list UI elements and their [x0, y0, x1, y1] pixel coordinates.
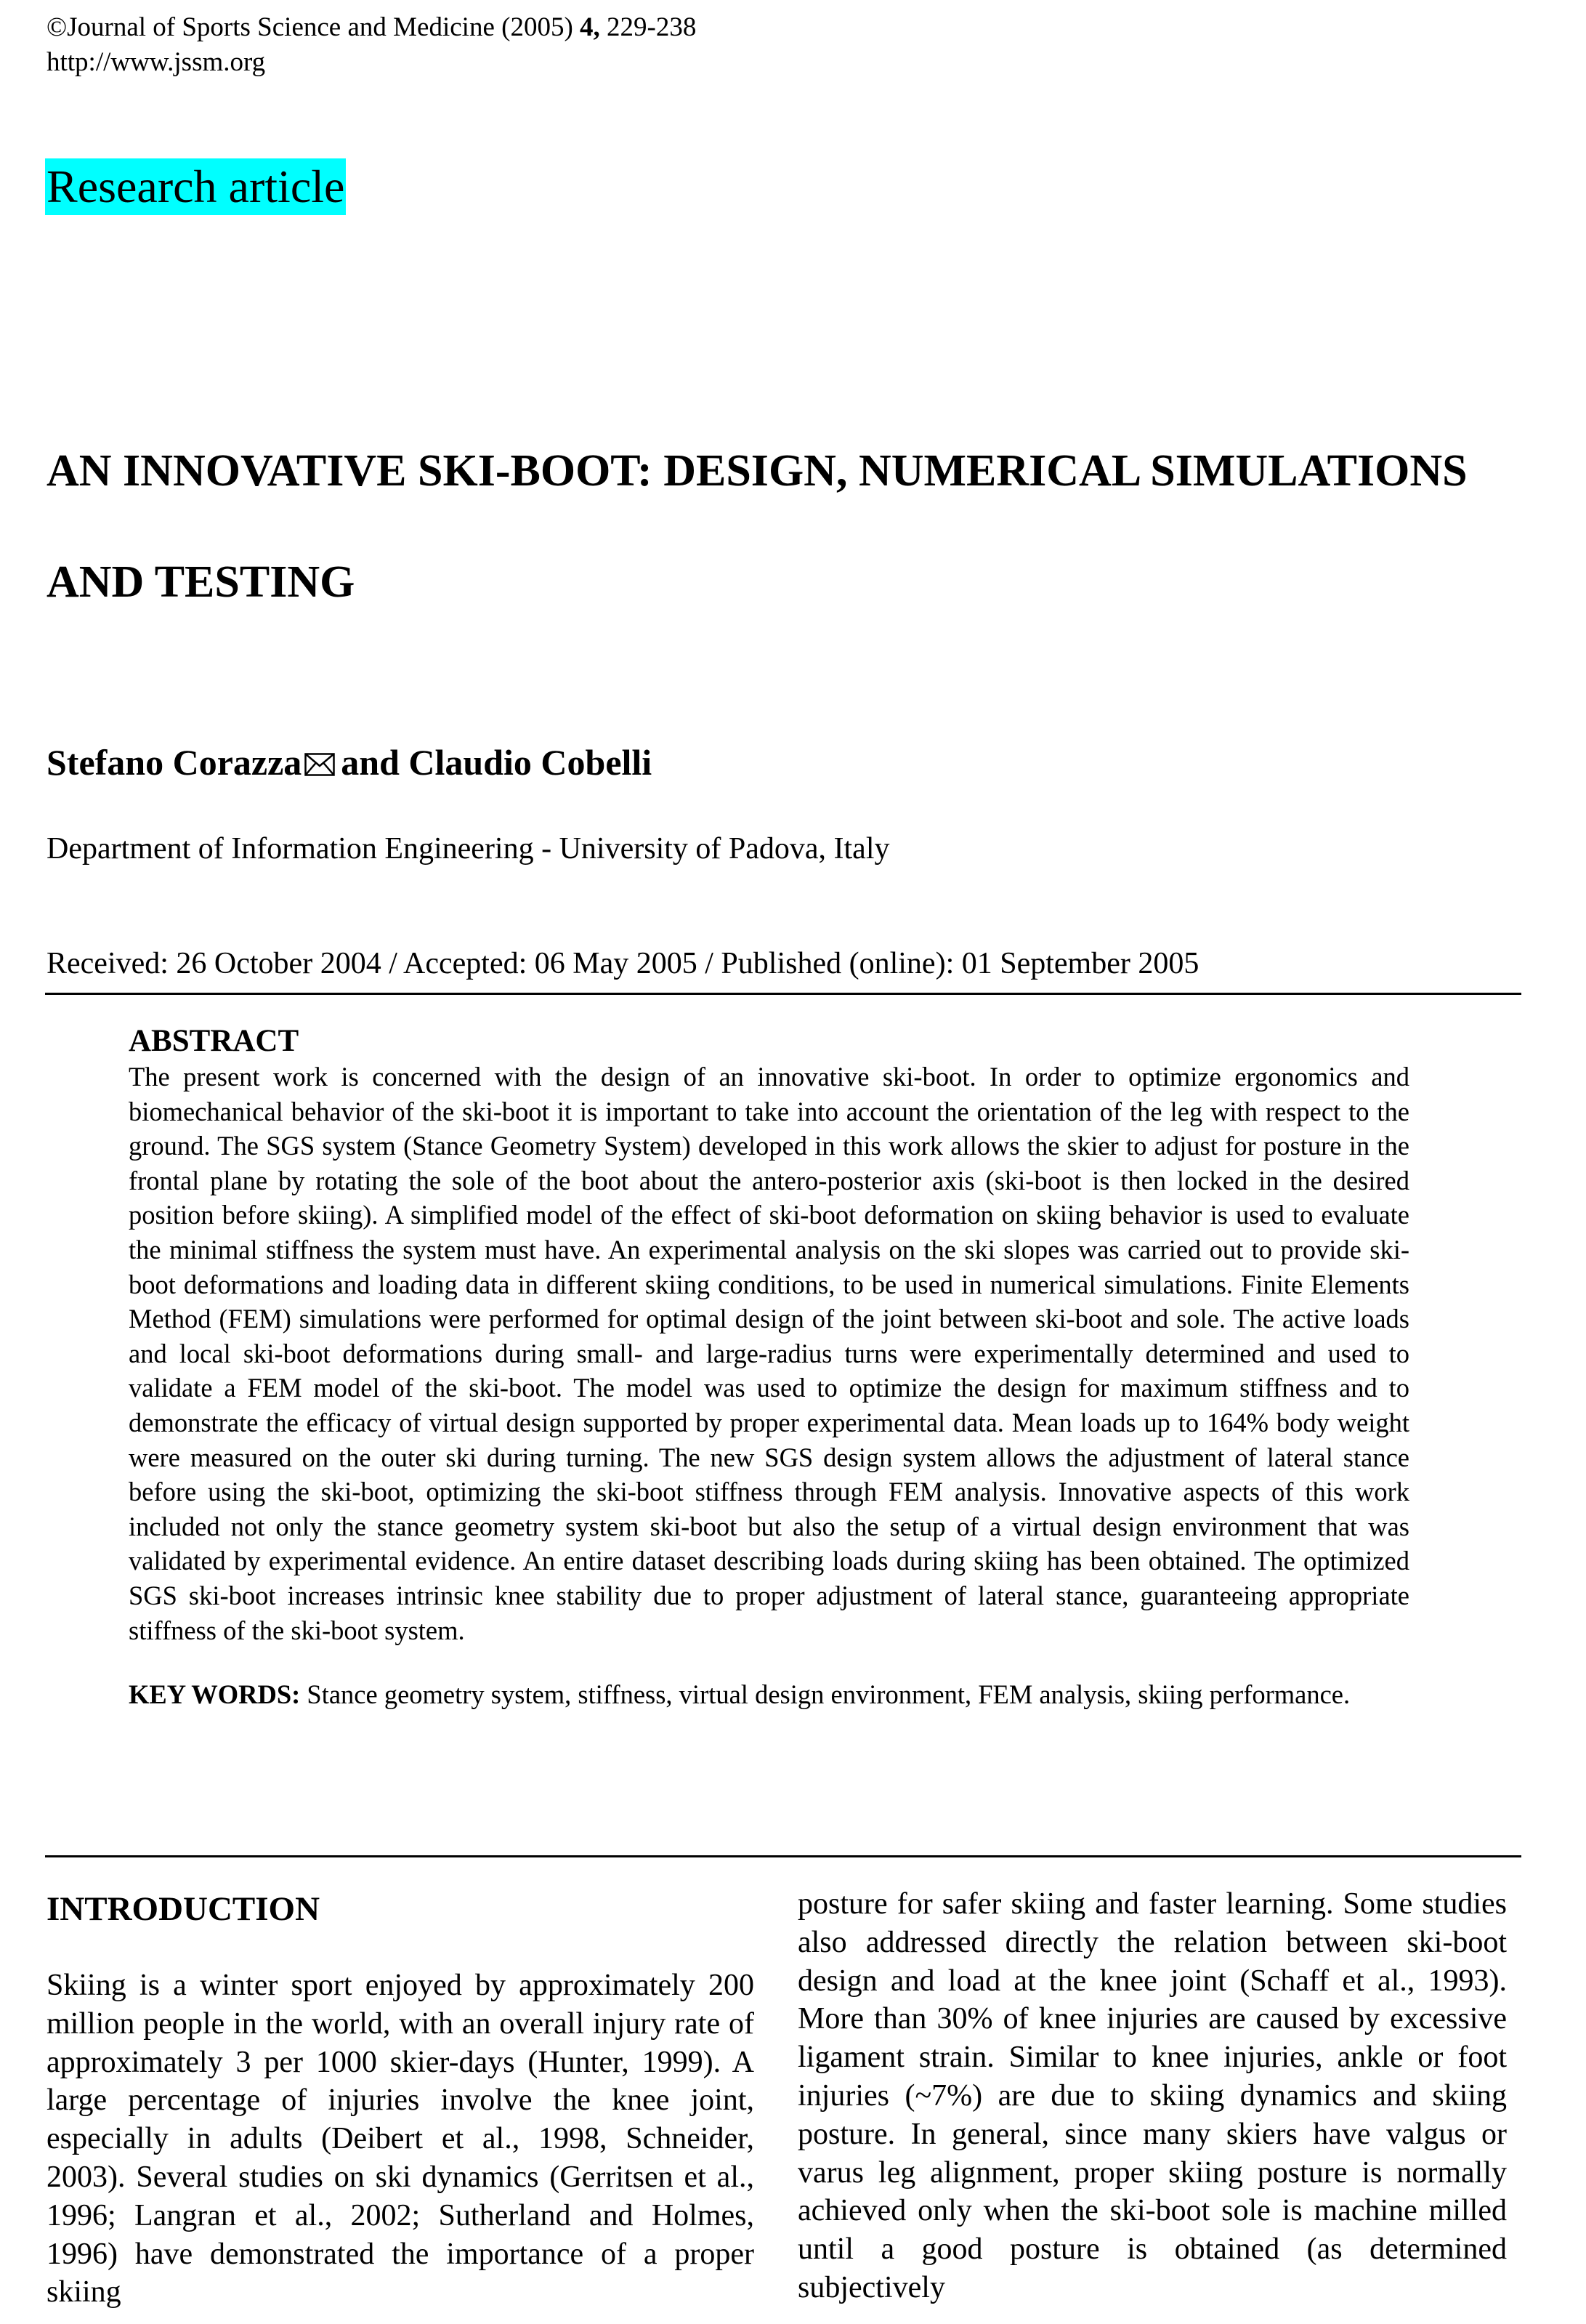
keywords-text: Stance geometry system, stiffness, virtual design environment, FEM analysis, skiing performance.: [307, 1679, 1351, 1710]
second-author: and Claudio Cobelli: [341, 742, 652, 783]
first-author: Stefano Corazza: [46, 742, 302, 783]
introduction-heading: INTRODUCTION: [46, 1890, 320, 1928]
article-type-label: Research article: [45, 158, 346, 215]
column-right: [798, 1885, 1507, 2307]
journal-copyright: ©Journal of Sports Science and Medicine (2005): [46, 12, 573, 42]
publication-dates: Received: 26 October 2004 / Accepted: 06 May 2005 / Published (online): 01 September 2005: [46, 947, 1199, 980]
journal-volume: 4,: [580, 12, 600, 42]
divider-bottom: [45, 1855, 1521, 1857]
author-line: [46, 737, 652, 788]
keywords: [129, 1677, 1409, 1712]
introduction-paragraph-right: posture for safer skiing and faster learning. Some studies also addressed directly the relation between ski-boot design and load at the knee joint (Schaff et al., 1993). More than 30% of knee injuries are caused by excessive ligament strain. Similar to knee injuries, ankle or foot injuries (~7%) are due to skiing dynamics and skiing posture. In general, since many skiers have valgus or varus leg alignment, proper skiing posture is normally achieved only when the ski-boot sole is machine milled until a good posture is obtained (as determined subjectively: [798, 1887, 1507, 2304]
journal-url[interactable]: http://www.jssm.org: [46, 47, 266, 77]
abstract-heading: ABSTRACT: [129, 1024, 299, 1058]
paper-title: AN INNOVATIVE SKI-BOOT: DESIGN, NUMERICAL SIMULATIONS AND TESTING: [46, 446, 1468, 607]
divider-top: [45, 993, 1521, 995]
abstract-text: The present work is concerned with the design of an innovative ski-boot. In order to optimize ergonomics and biomechanical behavior of the ski-boot it is important to take into account the orientation of the leg with respect to the ground. The SGS system (Stance Geometry System) developed in this work allows the skier to adjust for posture in the frontal plane by rotating the sole of the boot about the antero-posterior axis (ski-boot is then locked in the desired position before skiing). A simplified model of the effect of ski-boot deformation on skiing behavior is used to evaluate the minimal stiffness the system must have. An experimental analysis on the ski slopes was carried out to provide ski-boot deformations and loading data in different skiing conditions, to be used in numerical simulations. Finite Elements Method (FEM) simulations were performed for optimal design of the joint between ski-boot and sole. The active loads and local ski-boot deformations during small- and large-radius turns were experimentally determined and used to validate a FEM model of the ski-boot. The model was used to optimize the design for maximum stiffness and to demonstrate the efficacy of virtual design supported by proper experimental data. Mean loads up to 164% body weight were measured on the outer ski during turning. The new SGS design system allows the adjustment of lateral stance before using the ski-boot, optimizing the ski-boot stiffness through FEM analysis. Innovative aspects of this work included not only the stance geometry system ski-boot but also the setup of a virtual design environment that was validated by experimental evidence. An entire dataset describing loads during skiing has been obtained. The optimized SGS ski-boot increases intrinsic knee stability due to proper adjustment of lateral stance, guaranteeing appropriate stiffness of the ski-boot system.: [129, 1062, 1409, 1645]
abstract-section: [129, 1023, 1409, 1712]
keywords-label: KEY WORDS:: [129, 1679, 301, 1710]
introduction-paragraph-left: Skiing is a winter sport enjoyed by approximately 200 million people in the world, with an overall injury rate of approximately 3 per 1000 skier-days (Hunter, 1999). A large percentage of injuries involve the knee joint, especially in adults (Deibert et al., 1998, Schneider, 2003). Several studies on ski dynamics (Gerritsen et al., 1996; Langran et al., 2002; Sutherland and Holmes, 1996) have demonstrated the importance of a proper skiing: [46, 1969, 754, 2309]
journal-citation: [46, 10, 696, 45]
journal-pages: 229-238: [607, 12, 697, 42]
affiliation: Department of Information Engineering - University of Padova, Italy: [46, 832, 890, 866]
column-left: [46, 1885, 754, 2312]
envelope-icon[interactable]: [304, 753, 335, 776]
